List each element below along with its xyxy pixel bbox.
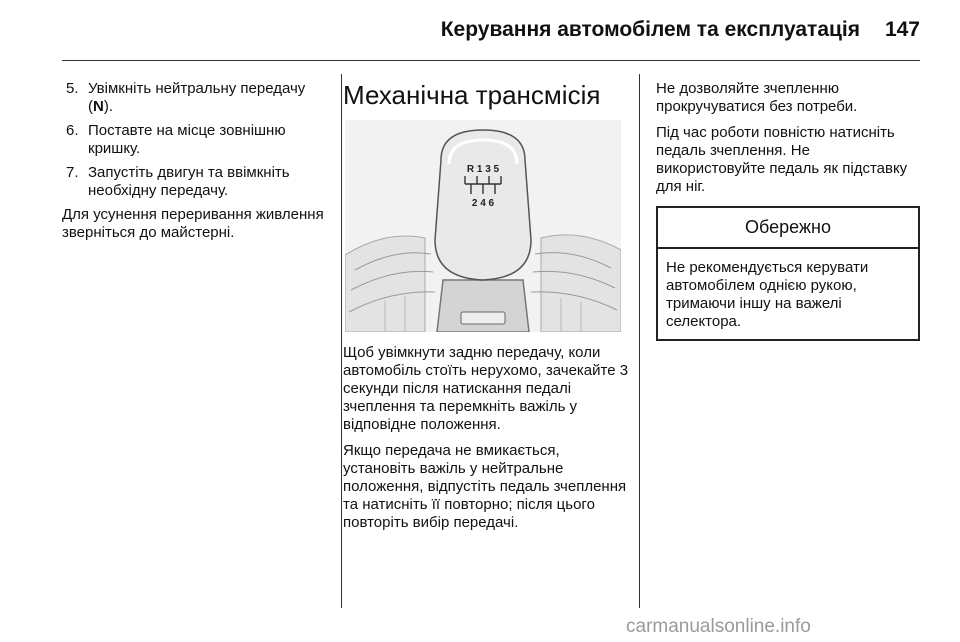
step-text-bold: N (93, 98, 104, 115)
steps-list (62, 80, 334, 200)
paragraph: Під час роботи повністю натисніть педаль зчеплення. Не використовуйте педаль як підставку для ніг. (656, 124, 908, 195)
watermark: carmanualsonline.info (626, 616, 811, 637)
header-title: Керування автомобілем та експлуатація (440, 18, 860, 41)
shift-pattern-top: R 1 3 5 (466, 164, 500, 175)
column-divider-right (639, 74, 640, 608)
header-rule (62, 60, 920, 61)
caution-text: Не рекомендується керувати автомобілем однією рукою, тримаючи іншу на важелі селектора. (666, 259, 869, 330)
step-text: Запустіть двигун та ввімкніть необхідну передачу. (88, 164, 290, 199)
page-number: 147 (884, 18, 920, 41)
paragraph: Якщо передача не вмикається, установіть важіль у нейтральне положення, відпустіть педаль зчеплення та натисніть її повторно; після цього повторіть вибір передачі. (343, 442, 627, 531)
gear-knob-figure (345, 120, 621, 332)
step-number: 6. (66, 122, 79, 139)
left-column (62, 80, 334, 250)
list-item (62, 122, 334, 158)
column-divider-left (341, 74, 342, 608)
caution-box (656, 206, 920, 341)
step-text: ). (103, 98, 114, 115)
right-column (656, 80, 920, 341)
caution-heading: Обережно (658, 208, 918, 249)
paragraph: Щоб увімкнути задню передачу, коли автомобіль стоїть нерухомо, зачекайте 3 секунди після натискання педалі зчеплення та перемкніть важіль у відповідне положення. (343, 344, 629, 433)
list-item (62, 80, 334, 116)
step-number: 5. (66, 80, 79, 97)
shift-pattern-bottom: 2 4 6 (471, 198, 495, 209)
middle-column (343, 80, 633, 540)
step-text: Увімкніть нейтральну передачу ( (88, 80, 306, 115)
section-title: Механічна трансмісія (343, 80, 601, 110)
step-number: 7. (66, 164, 79, 181)
gear-shift-illustration (345, 120, 621, 332)
note-paragraph: Для усунення переривання живлення зверніться до майстерні. (62, 206, 324, 241)
paragraph: Не дозволяйте зчепленню прокручуватися без потреби. (656, 80, 858, 115)
list-item (62, 164, 334, 200)
step-text: Поставте на місце зовнішню кришку. (88, 122, 286, 157)
